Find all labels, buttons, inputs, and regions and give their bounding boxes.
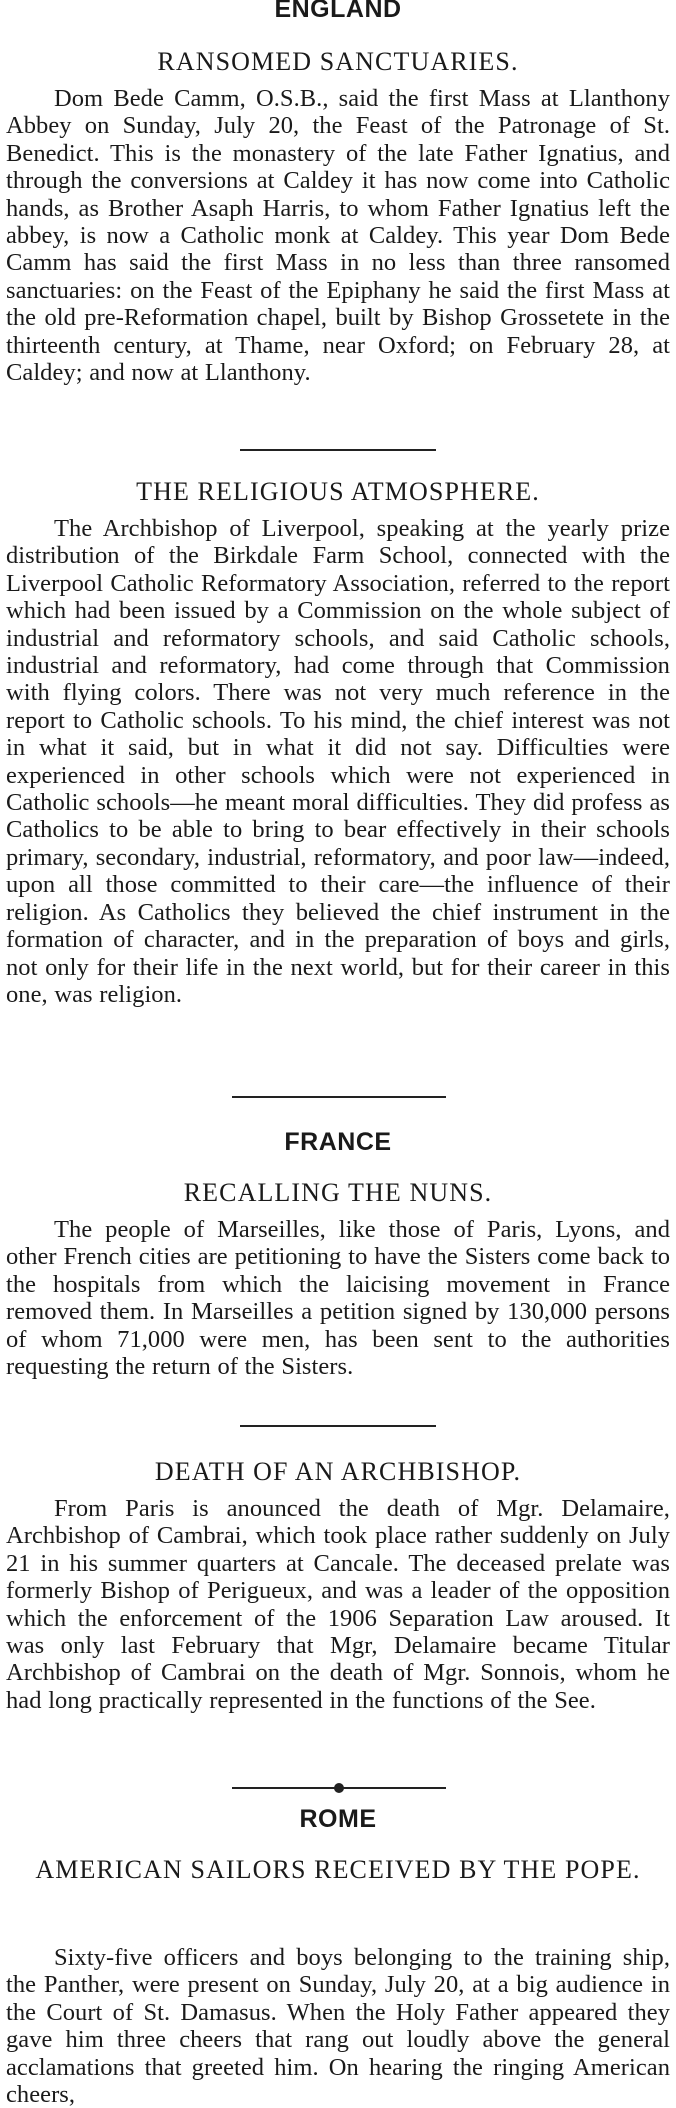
- article-headline-recalling-nuns: RECALLING THE NUNS.: [183, 1178, 493, 1207]
- article-divider: [240, 1425, 436, 1427]
- article-body-recalling-nuns: The people of Marseilles, like those of Paris, Lyons, and other French cities are petitioning to have the Sisters come back to the hospitals from which the laicising movement in France removed them. In Marseilles a petition signed by 130,000 persons of whom 71,000 were men, has been sent to the authorities requesting the return of the Sisters.: [6, 1216, 670, 1381]
- section-divider: [232, 1096, 446, 1098]
- article-body-ransomed-sanctuaries: Dom Bede Camm, O.S.B., said the first Mass at Llanthony Abbey on Sunday, July 20, the Feast of the Patronage of St. Benedict. This is the monastery of the late Father Ignatius, and through the conversions at Caldey it has now come into Catholic hands, as Brother Asaph Harris, to whom Father Ignatius left the abbey, is now a Catholic monk at Caldey. This year Dom Bede Camm has said the first Mass in no less than three ransomed sanctuaries: on the Feast of the Epiphany he said the first Mass at the old pre-Reformation chapel, built by Bishop Grossetete in the thirteenth century, at Thame, near Oxford; on February 28, at Caldey; and now at Llanthony.: [6, 85, 670, 387]
- article-body-religious-atmosphere: The Archbishop of Liverpool, speaking at the yearly prize distribution of the Birkdale Farm School, connected with the Liverpool Catholic Reformatory Association, referred to the report which had been issued by a Commission on the whole subject of industrial and reformatory schools, and said Catholic schools, industrial and reformatory, had come through that Commission with flying colors. There was not very much reference in the report to Catholic schools. To his mind, the chief interest was not in what it said, but in what it did not say. Difficulties were experienced in other schools which were not experienced in Catholic schools—he meant moral difficulties. They did profess as Catholics to be able to bring to bear effectively in their schools primary, secondary, industrial, reformatory, and poor law—indeed, upon all those committed to their care—the influence of their religion. As Catholics they believed the chief instrument in the formation of character, and in the preparation of boys and girls, not only for their life in the next world, but for their career in this one, was religion.: [6, 515, 670, 1008]
- section-heading-france: FRANCE: [284, 1128, 392, 1156]
- section-heading-rome: ROME: [299, 1805, 377, 1833]
- divider-ornament: [334, 1783, 344, 1793]
- section-heading-england: ENGLAND: [274, 0, 402, 23]
- article-headline-death-archbishop: DEATH OF AN ARCHBISHOP.: [154, 1457, 522, 1486]
- article-headline-ransomed-sanctuaries: RANSOMED SANCTUARIES.: [157, 47, 519, 76]
- article-body-american-sailors: Sixty-five officers and boys belonging to the training ship, the Panther, were present on Sunday, July 20, at a big audience in the Court of St. Damasus. When the Holy Father appeared they gave him three cheers that rang out loudly above the general acclamations that greeted him. On hearing the ringing American cheers,: [6, 1944, 670, 2108]
- article-headline-religious-atmosphere: THE RELIGIOUS ATMOSPHERE.: [136, 477, 540, 506]
- article-headline-american-sailors: AMERICAN SAILORS RECEIVED BY THE POPE.: [35, 1855, 641, 1884]
- section-divider: [240, 449, 436, 451]
- article-body-death-archbishop: From Paris is anounced the death of Mgr. Delamaire, Archbishop of Cambrai, which took place rather suddenly on July 21 in his summer quarters at Cancale. The deceased prelate was formerly Bishop of Perigueux, and was a leader of the opposition which the enforcement of the 1906 Separation Law aroused. It was only last February that Mgr, Delamaire became Titular Archbishop of Cambrai on the death of Mgr. Sonnois, whom he had long practically represented in the functions of the See.: [6, 1495, 670, 1714]
- section-divider: [232, 1787, 446, 1789]
